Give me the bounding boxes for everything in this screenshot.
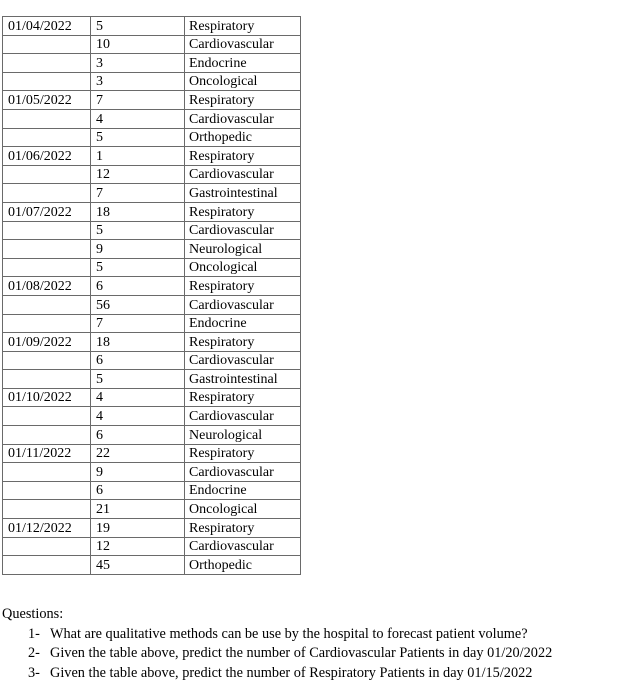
table-row <box>3 407 301 426</box>
date-cell <box>3 351 91 370</box>
count-cell: 5 <box>91 128 185 147</box>
date-cell <box>3 556 91 575</box>
table-row <box>3 481 301 500</box>
date-cell: 01/09/2022 <box>3 333 91 352</box>
count-cell: 45 <box>91 556 185 575</box>
questions-list <box>2 625 552 684</box>
date-cell <box>3 128 91 147</box>
date-cell <box>3 463 91 482</box>
count-cell: 9 <box>91 463 185 482</box>
count-cell: 9 <box>91 240 185 259</box>
table-row <box>3 444 301 463</box>
type-cell: Endocrine <box>185 54 301 73</box>
type-cell: Cardiovascular <box>185 537 301 556</box>
date-cell <box>3 407 91 426</box>
type-cell: Respiratory <box>185 17 301 36</box>
type-cell: Respiratory <box>185 147 301 166</box>
table-row <box>3 128 301 147</box>
table-row <box>3 556 301 575</box>
table-row <box>3 165 301 184</box>
table-row <box>3 258 301 277</box>
table-row <box>3 463 301 482</box>
table-row <box>3 351 301 370</box>
date-cell <box>3 537 91 556</box>
table-row <box>3 519 301 538</box>
question-number: 3- <box>28 664 40 681</box>
count-cell: 7 <box>91 184 185 203</box>
table-row <box>3 333 301 352</box>
type-cell: Respiratory <box>185 202 301 221</box>
date-cell: 01/08/2022 <box>3 277 91 296</box>
type-cell: Cardiovascular <box>185 295 301 314</box>
table-row <box>3 35 301 54</box>
table-row <box>3 184 301 203</box>
type-cell: Oncological <box>185 258 301 277</box>
count-cell: 5 <box>91 17 185 36</box>
type-cell: Gastrointestinal <box>185 370 301 389</box>
count-cell: 18 <box>91 333 185 352</box>
count-cell: 7 <box>91 314 185 333</box>
type-cell: Oncological <box>185 72 301 91</box>
type-cell: Cardiovascular <box>185 109 301 128</box>
table-row <box>3 202 301 221</box>
date-cell <box>3 35 91 54</box>
date-cell <box>3 314 91 333</box>
question-number: 2- <box>28 645 40 661</box>
type-cell: Oncological <box>185 500 301 519</box>
count-cell: 22 <box>91 444 185 463</box>
date-cell: 01/11/2022 <box>3 444 91 463</box>
type-cell: Respiratory <box>185 333 301 352</box>
date-cell <box>3 295 91 314</box>
table-row <box>3 17 301 36</box>
date-cell <box>3 54 91 73</box>
table-row <box>3 388 301 407</box>
date-cell: 01/05/2022 <box>3 91 91 110</box>
type-cell: Cardiovascular <box>185 221 301 240</box>
table-row <box>3 54 301 73</box>
questions-heading: Questions: <box>2 606 64 622</box>
table-row <box>3 72 301 91</box>
count-cell: 6 <box>91 481 185 500</box>
table-row <box>3 370 301 389</box>
date-cell: 01/07/2022 <box>3 202 91 221</box>
date-cell <box>3 240 91 259</box>
type-cell: Endocrine <box>185 481 301 500</box>
type-cell: Cardiovascular <box>185 165 301 184</box>
count-cell: 12 <box>91 537 185 556</box>
count-cell: 3 <box>91 72 185 91</box>
type-cell: Orthopedic <box>185 556 301 575</box>
count-cell: 5 <box>91 221 185 240</box>
type-cell: Orthopedic <box>185 128 301 147</box>
question-text: What are qualitative methods can be use by the hospital to forecast patient volume? <box>50 625 528 642</box>
count-cell: 6 <box>91 351 185 370</box>
question-item <box>28 644 552 664</box>
count-cell: 4 <box>91 407 185 426</box>
count-cell: 7 <box>91 91 185 110</box>
table-row <box>3 500 301 519</box>
count-cell: 21 <box>91 500 185 519</box>
count-cell: 12 <box>91 165 185 184</box>
count-cell: 10 <box>91 35 185 54</box>
date-cell <box>3 165 91 184</box>
date-cell <box>3 370 91 389</box>
type-cell: Endocrine <box>185 314 301 333</box>
date-cell <box>3 481 91 500</box>
type-cell: Neurological <box>185 240 301 259</box>
type-cell: Respiratory <box>185 444 301 463</box>
question-number: 1- <box>28 625 40 642</box>
date-cell <box>3 72 91 91</box>
type-cell: Respiratory <box>185 277 301 296</box>
type-cell: Cardiovascular <box>185 463 301 482</box>
count-cell: 4 <box>91 109 185 128</box>
count-cell: 3 <box>91 54 185 73</box>
table-row <box>3 277 301 296</box>
count-cell: 6 <box>91 426 185 445</box>
type-cell: Cardiovascular <box>185 351 301 370</box>
date-cell <box>3 258 91 277</box>
count-cell: 4 <box>91 388 185 407</box>
count-cell: 5 <box>91 370 185 389</box>
table-row <box>3 426 301 445</box>
type-cell: Respiratory <box>185 91 301 110</box>
count-cell: 18 <box>91 202 185 221</box>
questions-section <box>2 605 552 683</box>
date-cell: 01/04/2022 <box>3 17 91 36</box>
type-cell: Neurological <box>185 426 301 445</box>
count-cell: 6 <box>91 277 185 296</box>
type-cell: Respiratory <box>185 519 301 538</box>
type-cell: Gastrointestinal <box>185 184 301 203</box>
table-row <box>3 221 301 240</box>
patient-volume-table <box>2 16 301 575</box>
table-row <box>3 91 301 110</box>
count-cell: 19 <box>91 519 185 538</box>
table-row <box>3 147 301 166</box>
type-cell: Cardiovascular <box>185 35 301 54</box>
date-cell: 01/12/2022 <box>3 519 91 538</box>
type-cell: Cardiovascular <box>185 407 301 426</box>
table-row <box>3 295 301 314</box>
question-text: Given the table above, predict the number of Cardiovascular Patients in day 01/20/2022 <box>50 645 553 661</box>
question-item <box>28 625 552 645</box>
table-row <box>3 240 301 259</box>
table-row <box>3 314 301 333</box>
count-cell: 1 <box>91 147 185 166</box>
table-row <box>3 109 301 128</box>
question-item <box>28 664 552 684</box>
date-cell <box>3 109 91 128</box>
question-text: Given the table above, predict the number of Respiratory Patients in day 01/15/2022 <box>50 664 533 681</box>
date-cell: 01/06/2022 <box>3 147 91 166</box>
type-cell: Respiratory <box>185 388 301 407</box>
date-cell <box>3 500 91 519</box>
date-cell <box>3 184 91 203</box>
patient-volume-table-body <box>3 17 301 575</box>
date-cell <box>3 426 91 445</box>
count-cell: 5 <box>91 258 185 277</box>
count-cell: 56 <box>91 295 185 314</box>
date-cell <box>3 221 91 240</box>
table-row <box>3 537 301 556</box>
date-cell: 01/10/2022 <box>3 388 91 407</box>
